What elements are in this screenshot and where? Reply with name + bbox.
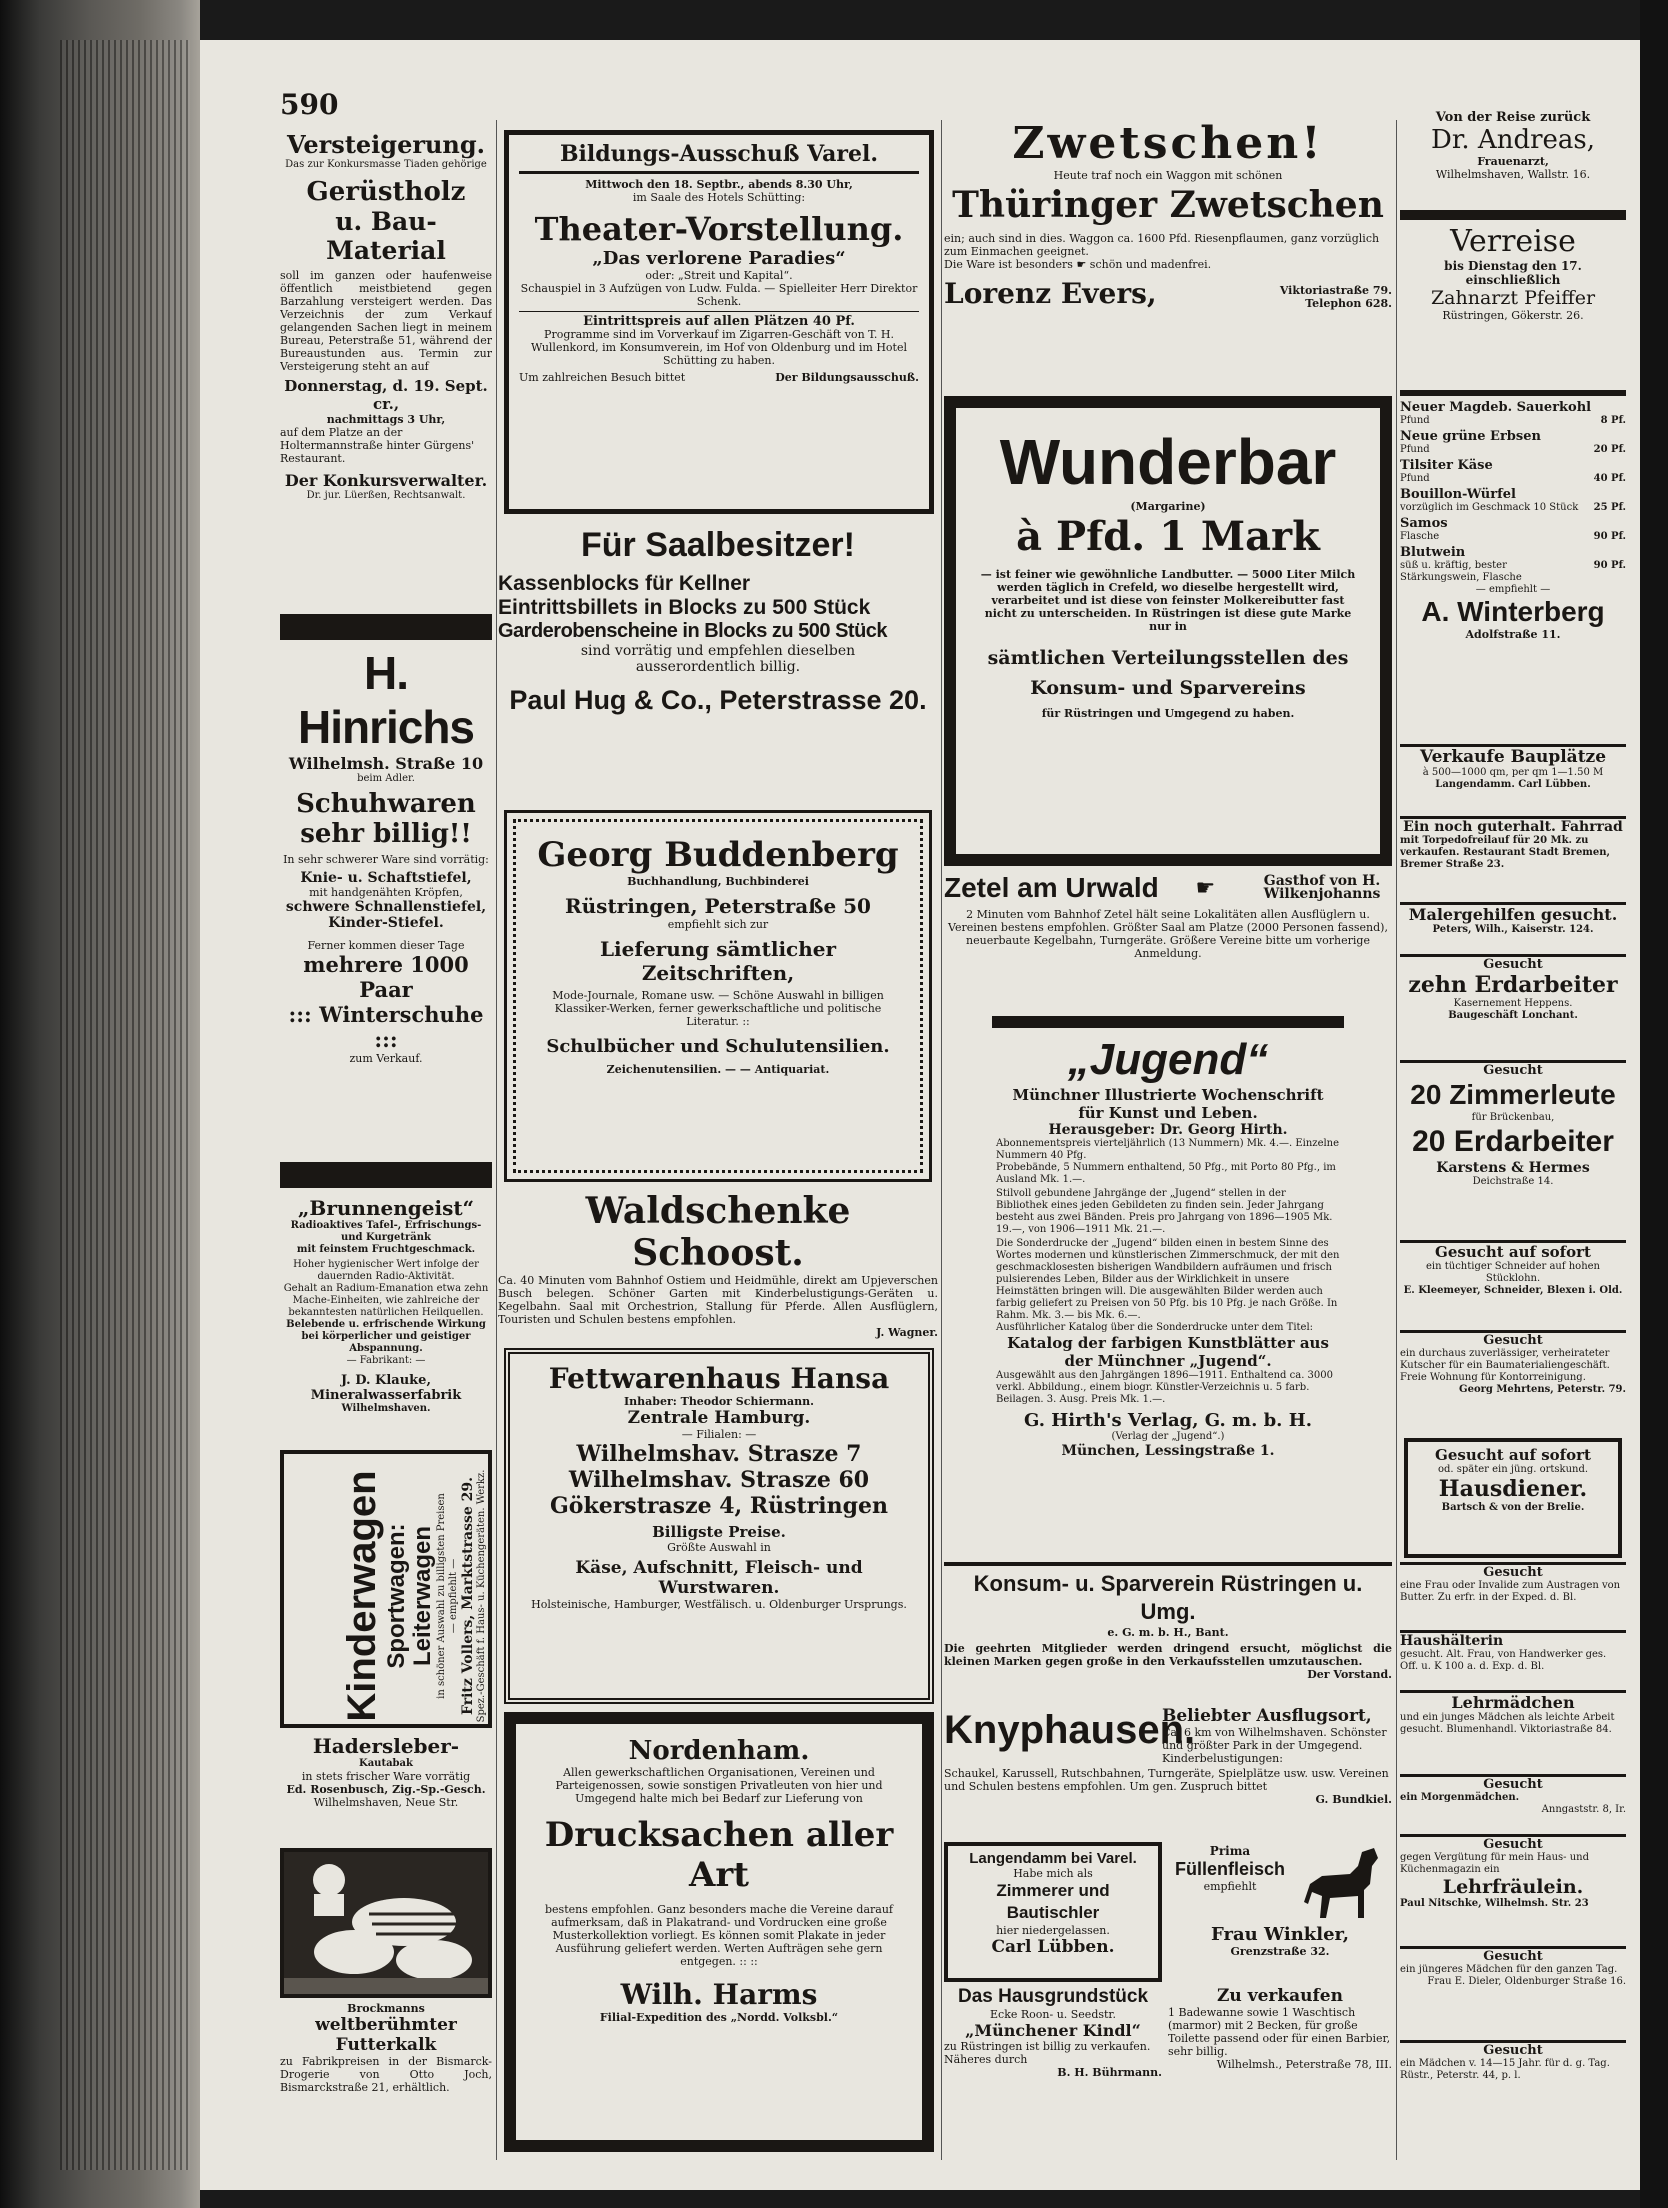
pointing-hand-icon: ☛ [1195,875,1216,901]
konsum-sign: Der Vorstand. [1307,1668,1392,1681]
haushalt-body: gesucht. Alt. Frau, von Handwerker ges. Off. u. K 100 a. d. Exp. d. Bl. [1400,1649,1607,1672]
jung-head: Gesucht [1483,1949,1543,1964]
pfeiffer-line-1: bis Dienstag den 17. einschließlich [1444,259,1582,287]
morgen-head: Gesucht [1483,1777,1543,1792]
hansa-ad [504,1348,934,1704]
morgen-address: Anngaststr. 8, Ir. [1541,1804,1626,1815]
langendamm-name: Carl Lübben. [991,1937,1115,1957]
zwetschen-big: Thüringer Zwetschen [952,184,1384,226]
fahrrad-body: mit Torpedofreilauf für 20 Mk. zu verkaufen. Restaurant Stadt Bremen, Bremer Straße 23. [1400,835,1610,870]
nordenham-body-2: bestens empfohlen. Ganz besonders mache die Vereine darauf aufmerksam, daß in Plakatrand- und Vordrucken eine große Musterkollektion vorliegt. Es können somit Plakate in jeder Ausführung geliefert werden. Werten Aufträgen sehe gern entgegen. :: :: [545,1903,893,1968]
haushalt-title: Haushälterin [1400,1633,1504,1649]
kutscher-body: ein durchaus zuverlässiger, verheirateter Kutscher für ein Baumaterialiengeschäft. Freie Wohnung für Kontorreinigung. [1400,1348,1610,1383]
brockmann-title: Brockmanns [347,2002,425,2015]
winterberg-item-price: 8 Pf. [1600,415,1626,426]
zwetschen-ad [944,118,1392,390]
kinderwagen-seller: Fritz Vollers, Marktstrasse 29. [460,1477,476,1715]
zwetschen-address: Viktoriastraße 79. [1279,284,1392,297]
winterberg-item-unit: Pfund [1400,415,1430,426]
kinderwagen-rotated [340,1457,492,1728]
winterberg-blutwein-desc: süß u. kräftig, bester Stärkungswein, Flasche [1400,560,1522,583]
hinrichs-many: mehrere 1000 Paar [303,952,469,1002]
jugend-catalog-intro: Ausführlicher Katalog über die Sonderdrucke unter dem Titel: [996,1322,1314,1333]
hansa-origin: Holsteinische, Hamburger, Westfälisch. u. Oldenburger Ursprungs. [531,1598,907,1611]
junges-maedchen-ad [1400,1946,1626,2038]
bildung-show: Theater-Vorstellung. [534,210,904,248]
fohlen-tag: Prima [1209,1844,1251,1858]
hausdiener-firm: Bartsch & von der Brelie. [1441,1502,1585,1513]
lehrfr-body: gegen Vergütung für mein Haus- und Küchenmagazin ein [1400,1852,1589,1875]
pfeiffer-name: Zahnarzt Pfeiffer [1430,287,1596,309]
zetel-title: Zetel am Urwald [944,872,1159,903]
auction-item-2: u. Bau-Material [326,207,446,265]
winterberg-item-price: 20 Pf. [1593,444,1626,455]
kutscher-ad [1400,1330,1626,1436]
bauplatz-ad [1400,744,1626,814]
brockmann-product: weltberühmter Futterkalk [315,2015,457,2055]
fohlen-name: Frau Winkler, [1211,1924,1349,1945]
hansa-central: Zentrale Hamburg. [627,1408,811,1428]
jung-body: ein jüngeres Mädchen für den ganzen Tag. [1400,1964,1618,1975]
kinderwagen-line-1: in schöner Auswahl zu billigsten Preisen [436,1493,447,1699]
brunnengeist-line-3: Hoher hygienischer Wert infolge der dauernden Radio-Aktivität. [293,1259,479,1282]
schneider-sign: E. Kleemeyer, Schneider, Blexen i. Old. [1403,1285,1623,1296]
hinrichs-head-2: sehr billig!! [300,819,472,849]
winterberg-ad [1400,400,1626,740]
schneider-title: Gesucht auf sofort [1435,1243,1591,1261]
buddenberg-address: Rüstringen, Peterstraße 50 [565,894,871,918]
haus-title: Das Hausgrundstück [957,1986,1149,2007]
buddenberg-supply: Lieferung sämtlicher Zeitschriften, [599,937,837,985]
bildung-credits: Schauspiel in 3 Aufzügen von Ludw. Fulda. — Spielleiter Herr Direktor Schenk. [520,282,918,308]
andreas-line-1: Von der Reise zurück [1435,110,1591,125]
wunderbar-ad [944,396,1392,866]
bildung-sign: Der Bildungsausschuß. [775,371,919,384]
brunnengeist-line-1: Radioaktives Tafel-, Erfrischungs- und Kurgetränk [290,1220,482,1243]
langendamm-trade: Zimmerer und Bautischler [996,1881,1110,1922]
andreas-ad [1400,110,1626,208]
maler-title: Malergehilfen gesucht. [1408,905,1618,924]
kinderwagen-main: Kinderwagen [340,1470,384,1722]
kautabak-address: Wilhelmshaven, Neue Str. [313,1796,459,1809]
kinderwagen-ad [280,1450,492,1728]
kinderwagen-sub-1: Sportwagen: [383,1523,410,1669]
buddenberg-items: Mode-Journale, Romane usw. — Schöne Auswahl in billigen Klassiker-Werken, ferner gewerkschaftliche und politische Literatur. :: [552,989,884,1028]
jugend-price-1: Abonnementspreis vierteljährlich (13 Nummern) Mk. 4.—. Einzelne Nummern 40 Pfg. [996,1138,1340,1161]
saal-title: Für Saalbesitzer! [581,526,855,564]
winterberg-item-price: 25 Pf. [1593,502,1626,513]
knyp-title: Knyphausen. [944,1708,1196,1752]
erdarb-title: zehn Erdarbeiter [1408,972,1618,998]
brunnengeist-line-5: Belebende u. erfrischende Wirkung bei körperlicher und geistiger Abspannung. [286,1319,486,1354]
wunderbar-sub: (Margarine) [1130,500,1206,513]
saal-line-4: sind vorrätig und empfehlen dieselben [580,643,856,659]
auction-item-1: Gerüstholz [306,177,466,207]
saalbesitzer-ad [498,520,938,790]
auction-body: soll im ganzen oder haufenweise öffentlich meistbietend gegen Barzahlung versteigert werden. Das Verzeichnis der zum Verkauf gelangenden Sachen liegt in meinem Bureau, Peterstraße 51, während der Bureaustunden aus. Termin zur Versteigerung steht an auf [280,269,492,373]
nordenham-sub: Filial-Expedition des „Nordd. Volksbl.“ [599,2011,839,2024]
jugend-sub-1: Münchner Illustrierte Wochenschrift [1012,1086,1324,1104]
wunderbar-area: für Rüstringen und Umgegend zu haben. [1041,707,1295,720]
kautabak-shop: Ed. Rosenbusch, Zig.-Sp.-Gesch. [286,1783,486,1796]
zwetschen-tel: Telephon 628. [1305,297,1392,310]
nordenham-ad [504,1712,934,2152]
hansa-branch-3: Gökerstrasze 4, Rüstringen [550,1493,888,1519]
wunderbar-title: Wunderbar [999,426,1337,498]
hinrichs-head-1: Schuhwaren [296,789,476,819]
zimmer-firm: Karstens & Hermes [1436,1160,1590,1176]
jugend-publisher-2: (Verlag der „Jugend“.) [1111,1431,1225,1442]
lehrm-title: Lehrmädchen [1451,1693,1575,1712]
wald-body: Ca. 40 Minuten vom Bahnhof Ostiem und Heidmühle, direkt am Upjeverschen Busch belegen. Schöner Garten mit Kinderbelustigungs-Geräten u. Kegelbahn. Saal mit Orchestrion, Stallung für Pferde. Allen Ausflüglern, Touristen und Schulen bestens empfohlen. [498,1274,938,1326]
verkauf-title: Zu verkaufen [1217,1986,1343,2006]
haus-name: „Münchener Kindl“ [965,2021,1141,2040]
zimmer-line-2: 20 Erdarbeiter [1412,1125,1614,1158]
buddenberg-name: Georg Buddenberg [537,835,899,875]
nordenham-firm: Wilh. Harms [620,1978,818,2011]
pigs-drawing [284,1852,488,1994]
fohlen-address: Grenzstraße 32. [1230,1945,1330,1958]
langendamm-line-2: hier niedergelassen. [996,1924,1110,1937]
auction-place: auf dem Platze an der Holtermannstraße hinter Gürgens' Restaurant. [280,426,475,465]
wunderbar-where: sämtlichen Verteilungsstellen des Konsum- und Sparvereins [987,647,1349,699]
hansa-cheap: Billigste Preise. [652,1523,786,1541]
hinrichs-sale: zum Verkauf. [349,1052,423,1065]
lehrfr-sign: Paul Nitschke, Wilhelmsh. Str. 23 [1400,1898,1589,1909]
auction-title: Versteigerung. [286,130,486,159]
auction-signer: Der Konkursverwalter. [284,471,488,490]
fahrrad-ad [1400,816,1626,898]
buddenberg-foot: Zeichenutensilien. — — Antiquariat. [606,1063,830,1076]
wunderbar-body: — ist feiner wie gewöhnliche Landbutter. — 5000 Liter Milch werden täglich in Crefeld, wo dieselbe hergestellt wird, verarbeitet und ist diese von feinster Molkereibutter fast nicht zu unterscheiden. In Rüstringen ist diese gute Marke nur in [980,568,1356,633]
hinrichs-ad [280,646,492,1156]
zetel-body: 2 Minuten vom Bahnhof Zetel hält seine Lokalitäten allen Ausflüglern u. Vereinen bestens empfohlen. Größter Saal am Platze (2000 Personen fassend), neuerbaute Kegelbahn, Turngeräte. Größere Vereine bitte um vorherige Anmeldung. [948,908,1388,960]
haus-sign: B. H. Bührmann. [1057,2066,1162,2079]
horse-icon [1300,1844,1390,1924]
zetel-ad [944,872,1392,1012]
hausdiener-ad [1404,1438,1622,1558]
winterberg-item [1400,458,1626,485]
langendamm-line-1: Habe mich als [1013,1867,1093,1880]
morgen-body: ein Morgenmädchen. [1400,1792,1520,1803]
brunnengeist-title: „Brunnengeist“ [297,1196,475,1220]
auction-ad [280,130,492,610]
winterberg-item [1400,487,1626,514]
zwetschen-firm: Lorenz Evers, [944,277,1157,310]
hausdiener-body: od. später ein jüng. ortskund. [1437,1464,1589,1475]
haus-line-2: zu Rüstringen ist billig zu verkaufen. Näheres durch [944,2040,1151,2066]
buddenberg-kind: Buchhandlung, Buchbinderei [627,875,809,888]
morgenmaedchen-ad [1400,1774,1626,1832]
bildung-play: „Das verlorene Paradies“ [592,248,846,269]
bildung-visit: Um zahlreichen Besuch bittet [519,371,686,384]
invalide-body: eine Frau oder Invalide zum Austragen von Butter. Zu erfr. in der Exped. d. Bl. [1400,1580,1621,1603]
rule [519,311,919,312]
jugend-catalog: Katalog der farbigen Kunstblätter aus der Münchner „Jugend“. [1007,1334,1329,1370]
waldschenke-ad [498,1190,938,1340]
hausdiener-title: Gesucht auf sofort [1435,1446,1591,1464]
kutscher-sign: Georg Mehrtens, Peterstr. 79. [1459,1384,1626,1395]
andreas-name: Dr. Andreas, [1430,125,1596,155]
nordenham-title: Nordenham. [628,1736,810,1766]
winterberg-item-unit: Pfund [1400,444,1430,455]
haus-line-1: Ecke Roon- u. Seedstr. [990,2008,1116,2021]
brunnengeist-maker: J. D. Klauke, Mineralwasserfabrik [310,1373,462,1403]
winterberg-item-price: 90 Pf. [1593,531,1626,542]
winterberg-item [1400,400,1626,427]
hansa-title: Fettwarenhaus Hansa [548,1362,890,1395]
jugend-title: „Jugend“ [1067,1035,1269,1084]
bildung-when: Mittwoch den 18. Septbr., abends 8.30 Uhr, [585,178,853,191]
lehrm-body: und ein junges Mädchen als leichte Arbeit gesucht. Blumenhandl. Viktoriastraße 84. [1400,1712,1615,1735]
buddenberg-school: Schulbücher und Schulutensilien. [546,1036,890,1057]
hinrichs-winter: ::: Winterschuhe ::: [288,1002,484,1052]
konsum-ad [944,1562,1392,1704]
saal-line-1: Kassenblocks für Kellner [498,572,751,595]
lehrmaedchen-ad [1400,1690,1626,1772]
pigs-illustration [280,1848,492,1998]
zwetschen-line-1: Heute traf noch ein Waggon mit schönen [1053,169,1283,182]
knyphausen-ad [944,1706,1392,1840]
haushaelterin-ad [1400,1630,1626,1688]
hansa-branch-2: Wilhelmshav. Strasze 60 [568,1467,870,1493]
winterberg-item [1400,429,1626,456]
binding-page-edges [60,40,190,2170]
hinrichs-line-2: mit handgenähten Kröpfen, [309,886,463,899]
wald-title: Waldschenke Schoost. [585,1190,851,1274]
bildung-ad [504,130,934,514]
page-number: 590 [280,88,339,121]
maedchen-14-ad [1400,2040,1626,2120]
kutscher-head: Gesucht [1483,1333,1543,1348]
hausdiener-main: Hausdiener. [1438,1476,1588,1502]
jugend-prints: Die Sonderdrucke der „Jugend“ bilden einen in bestem Sinne des Wortes modernen und künstlerischen Zimmerschmuck, der mit den geschmacklosesten bisherigen Wandbildern aufräumen und frisch pulsierendes Leben, Bilder aus der Wirklichkeit in unsere Heimstätten bringen will. Die ausgewählten Bilder werden auch farbig geliefert zu Preisen von 50 Pfg. bis 10 Pfg. je nach Größe. In Rahm. Mk. 3.— bis Mk. 6.—. [996,1238,1340,1321]
hinrichs-line-3: schwere Schnallenstiefel, [285,899,487,915]
brockmann-ad [280,2002,492,2112]
hinrichs-line-1: Knie- u. Schaftstiefel, [300,870,472,886]
pfeiffer-address: Rüstringen, Gökerstr. 26. [1442,309,1584,322]
last-head: Gesucht [1483,2043,1543,2058]
winterberg-item-name: Bouillon-Würfel [1400,487,1516,502]
winterberg-address: Adolfstraße 11. [1465,628,1561,641]
fahrrad-title: Ein noch guterhalt. Fahrrad [1403,819,1623,835]
erdarb-line-1: Kasernement Heppens. [1453,998,1573,1009]
andreas-address: Wilhelmshaven, Wallstr. 16. [1435,168,1591,181]
winterberg-item-name: Samos [1400,516,1448,531]
jugend-sub-2: für Kunst und Leben. [1078,1104,1258,1122]
rule [519,171,919,174]
erdarb-head: Gesucht [1483,957,1543,972]
saal-firm: Paul Hug & Co., Peterstrasse 20. [509,685,927,715]
auction-signer-2: Dr. jur. Lüerßen, Rechtsanwalt. [306,490,466,501]
winterberg-item [1400,516,1626,543]
brunnengeist-city: Wilhelmshaven. [341,1403,431,1414]
winterberg-item-unit: Pfund [1400,473,1430,484]
erdarbeiter-ad [1400,954,1626,1058]
saal-line-3: Garderobenscheine in Blocks zu 500 Stück [498,620,888,642]
last-body: ein Mädchen v. 14—15 Jahr. für d. g. Tag. Rüstr., Peterstr. 44, p. l. [1400,2058,1610,2081]
hinrichs-lead: In sehr schwerer Ware sind vorrätig: [283,853,489,866]
knyp-body-2: Schaukel, Karussell, Rutschbahnen, Turngeräte, Spielplätze usw. usw. Vereinen und Schulen bestens empfohlen. Um gen. Zuspruch bittet [944,1767,1389,1793]
separator-bar [280,1162,492,1188]
verkaufen-ad [1168,1986,1392,2150]
winterberg-item-name: Tilsiter Käse [1400,458,1493,473]
jugend-catalog-info: Ausgewählt aus den Jahrgängen 1896—1911. Enthaltend ca. 3000 verkl. Abbildung., einem biogr. Künstler-Verzeichnis u. 5 farb. Beilagen. 3. Ausg. Preis Mk. 1.—. [996,1370,1333,1405]
hansa-goods: Käse, Aufschnitt, Fleisch- und Wurstwaren. [575,1558,863,1598]
fohlen-ad [1168,1842,1392,1982]
konsum-title: Konsum- u. Sparverein Rüstringen u. Umg. [973,1571,1363,1624]
hansa-branch-1: Wilhelmshav. Strasze 7 [576,1441,862,1467]
verkauf-address: Wilhelmsh., Peterstraße 78, III. [1216,2058,1392,2071]
winterberg-blutwein-price: 90 Pf. [1593,560,1626,571]
winterberg-item-name: Neuer Magdeb. Sauerkohl [1400,400,1592,415]
bildung-alt: oder: „Streit und Kapital“. [645,269,793,282]
auction-time: nachmittags 3 Uhr, [326,413,446,426]
schneider-ad [1400,1240,1626,1328]
hansa-branches: — Filialen: — [681,1428,757,1441]
pfeiffer-title: Verreise [1450,224,1576,259]
kautabak-sub: Kautabak [359,1758,413,1769]
kautabak-title: Hadersleber- [312,1734,460,1758]
jugend-price-2: Probebände, 5 Nummern enthaltend, 50 Pfg., mit Porto 80 Pfg., im Ausland Mk. 1.—. [996,1162,1336,1185]
jugend-editor: Herausgeber: Dr. Georg Hirth. [1048,1122,1288,1138]
zimmer-line-1b: für Brückenbau, [1471,1112,1555,1123]
wald-sign: J. Wagner. [876,1326,938,1339]
zimmer-head: Gesucht [1483,1063,1543,1078]
buddenberg-rec: empfiehlt sich zur [667,918,769,931]
fohlen-title: Füllenfleisch [1174,1859,1286,1879]
column-rule [496,120,497,2160]
jugend-ad [992,1016,1344,1574]
kinderwagen-sub-2: Leiterwagen [409,1525,436,1667]
brunnengeist-line-6: — Fabrikant: — [346,1355,426,1366]
brunnengeist-line-2: mit feinstem Fruchtgeschmack. [296,1244,476,1255]
jugend-bound: Stilvoll gebundene Jahrgänge der „Jugend“ stellen in der Bibliothek eines jeden Gebildeten zu finden sein. Jeder Jahrgang besteht aus zwei Bänden. Preis pro Jahrgang von 1896—1905 Mk. 19.—, von 1906—1911 Mk. 21.—. [996,1188,1333,1235]
kautabak-ad [280,1734,492,1844]
zimmerleute-ad [1400,1060,1626,1238]
knyp-head: Beliebter Ausflugsort, [1162,1706,1372,1726]
kinderwagen-line-2: — empfiehlt — [448,1558,459,1634]
nordenham-main: Drucksachen aller Art [544,1815,894,1895]
winterberg-item-price: 40 Pf. [1593,473,1626,484]
kinderwagen-line-3: Spez.-Geschäft f. Haus- u. Küchengeräten. Werkz. [476,1469,487,1723]
auction-date: Donnerstag, d. 19. Sept. cr., [284,377,488,413]
lehrfr-head: Gesucht [1483,1837,1543,1852]
jung-sign: Frau E. Dieler, Oldenburger Straße 16. [1427,1976,1626,1987]
lehrfraeulein-ad [1400,1834,1626,1944]
hansa-selection: Größte Auswahl in [667,1541,771,1554]
invalide-ad [1400,1562,1626,1628]
konsum-body: Die geehrten Mitglieder werden dringend ersucht, möglichst die kleinen Marken gegen große in den Verkaufsstellen umzutauschen. [944,1642,1392,1668]
hinrichs-line-4: Kinder-Stiefel. [328,915,444,931]
zimmer-address: Deichstraße 14. [1472,1176,1554,1187]
separator-bar [280,614,492,640]
scan-right-edge [1640,0,1668,2208]
zwetschen-title: Zwetschen! [1012,118,1324,169]
langendamm-title: Langendamm bei Varel. [969,1850,1137,1867]
saal-line-5: ausserordentlich billig. [635,659,801,675]
bildung-where: im Saale des Hotels Schütting: [632,191,806,204]
langendamm-ad [944,1842,1162,1982]
saal-line-2: Eintrittsbillets in Blocks zu 500 Stück [498,596,871,619]
knyp-sign: G. Bundkiel. [1315,1793,1392,1806]
fohlen-rec: empfiehlt [1203,1880,1257,1893]
nordenham-body: Allen gewerkschaftlichen Organisationen, Vereinen und Parteigenossen, sowie sonstigen Privatleuten von hier und Umgegend halte mich bei Bedarf zur Lieferung von [555,1766,883,1805]
brunnengeist-ad [280,1196,492,1446]
winterberg-item-unit: vorzüglich im Geschmack 10 Stück [1400,502,1579,513]
winterberg-item-name: Neue grüne Erbsen [1400,429,1541,444]
konsum-sub: e. G. m. b. H., Bant. [1107,1626,1229,1639]
winterberg-item-unit: Flasche [1400,531,1440,542]
hansa-owner: Inhaber: Theodor Schiermann. [623,1395,815,1408]
maler-ad [1400,902,1626,952]
maler-sign: Peters, Wilh., Kaiserstr. 124. [1432,924,1594,935]
verkauf-body: 1 Badewanne sowie 1 Waschtisch (marmor) mit 2 Becken, für große Toilette passend oder für einen Barbier, sehr billig. [1168,2006,1391,2058]
zwetschen-line-3: Die Ware ist besonders ☛ schön und madenfrei. [944,258,1212,271]
bauplatz-body: à 500—1000 qm, per qm 1—1.50 M [1422,767,1604,778]
brockmann-body: zu Fabrikpreisen in der Bismarck-Drogerie von Otto Joch, Bismarckstraße 21, erhältlich. [280,2055,492,2094]
hinrichs-address: Wilhelmsh. Straße 10 [288,754,484,773]
auction-intro: Das zur Konkursmasse Tiaden gehörige [285,159,487,170]
kautabak-body: in stets frischer Ware vorrätig [301,1770,471,1783]
winterberg-name: A. Winterberg [1421,596,1605,627]
winterberg-rec: — empfiehlt — [1475,584,1551,595]
schneider-body: ein tüchtiger Schneider auf hohen Stücklohn. [1426,1261,1600,1284]
hinrichs-name: H. Hinrichs [297,647,475,753]
zetel-inn: Gasthof von H. Wilkenjohanns [1263,873,1381,902]
winterberg-blutwein: Blutwein [1400,545,1466,560]
wunderbar-price: à Pfd. 1 Mark [1016,513,1320,560]
zimmer-line-1: 20 Zimmerleute [1410,1079,1616,1110]
knyp-body: Ca. 6 km von Wilhelmshaven. Schönster und größter Park in der Umgegend. Kinderbelustigungen: [1162,1726,1387,1765]
erdarb-sign: Baugeschäft Lonchant. [1448,1010,1578,1021]
hinrichs-address-2: beim Adler. [357,773,415,784]
column-rule [941,120,942,2160]
brunnengeist-line-4: Gehalt an Radium-Emanation etwa zehn Mache-Einheiten, wie zahlreiche der bekanntesten natürlichen Heilquellen. [283,1283,489,1318]
hinrichs-more: Ferner kommen dieser Tage [307,939,465,952]
invalide-head: Gesucht [1483,1565,1543,1580]
lehrfr-main: Lehrfräulein. [1442,1876,1584,1898]
hausgrundstueck-ad [944,1986,1162,2150]
zwetschen-line-2: ein; auch sind in dies. Waggon ca. 1600 Pfd. Riesenpflaumen, ganz vorzüglich zum Einmachen geeignet. [944,232,1380,258]
pfeiffer-ad [1400,210,1626,396]
winterberg-price-list [1400,400,1626,543]
bauplatz-sign: Langendamm. Carl Lübben. [1435,779,1591,790]
bauplatz-title: Verkaufe Bauplätze [1419,747,1607,767]
column-rule [1396,120,1397,2160]
bildung-presale: Programme sind im Vorverkauf im Zigarren-Geschäft von T. H. Wullenkord, im Konsumverein, im Hof von Oldenburg und im Hotel Schütting zu haben. [530,328,908,367]
book-binding [0,0,200,2208]
bildung-price: Eintrittspreis auf allen Plätzen 40 Pf. [583,314,855,329]
buddenberg-ad [504,810,932,1182]
andreas-job: Frauenarzt, [1477,155,1549,168]
jugend-publisher: G. Hirth's Verlag, G. m. b. H. [1023,1410,1312,1431]
bildung-title: Bildungs-Ausschuß Varel. [559,141,879,167]
jugend-city: München, Lessingstraße 1. [1061,1443,1275,1459]
newspaper-page [200,40,1640,2190]
